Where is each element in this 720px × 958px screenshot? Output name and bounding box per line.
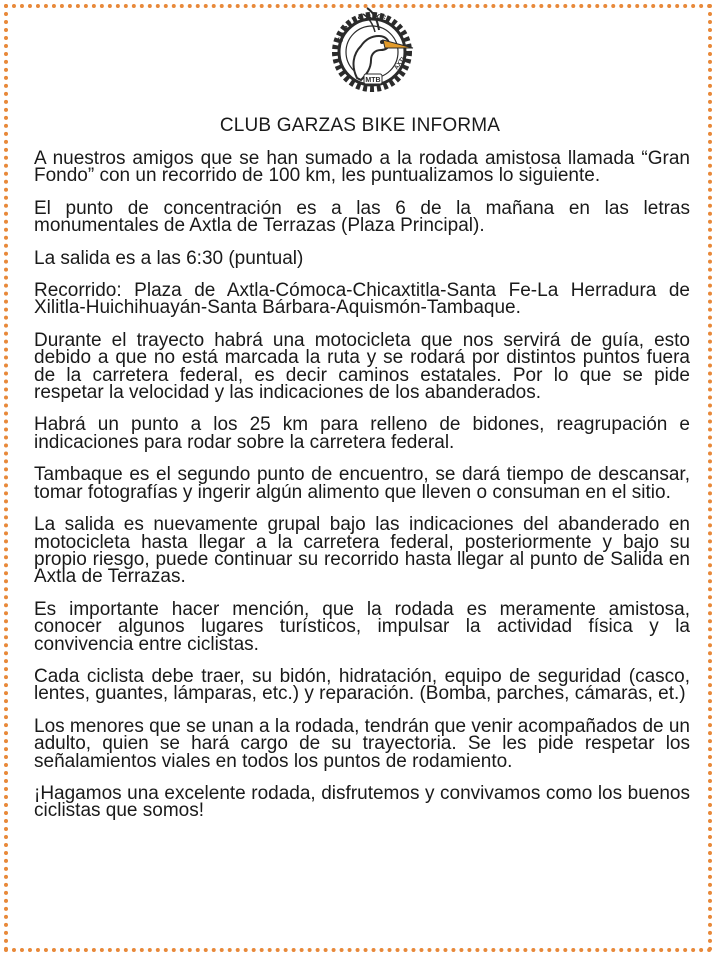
paragraph: A nuestros amigos que se han sumado a la rodada amistosa llamada “Gran Fondo” con un recorrido de 100 km, les puntualizamos lo siguiente. (34, 148, 690, 187)
paragraph: Los menores que se unan a la rodada, tendrán que venir acompañados de un adulto, quien se hará cargo de su trayectoria. Se les pide respetar los señalamientos viales en todos los puntos de rodamiento. (34, 715, 690, 772)
paragraph: Recorrido: Plaza de Axtla-Cómoca-Chicaxtitla-Santa Fe-La Herradura de Xilitla-Huichihuayán-Santa Bárbara-Aquismón-Tambaque. (34, 280, 690, 319)
paragraph: Es importante hacer mención, que la rodada es meramente amistosa, conocer algunos lugares turísticos, impulsar la actividad física y la convivencia entre ciclistas. (34, 598, 690, 655)
garzas-bike-logo (327, 0, 417, 103)
paragraph: ¡Hagamos una excelente rodada, disfrutemos y convivamos como los buenos ciclistas que somos! (34, 782, 690, 822)
paragraph: Cada ciclista debe traer, su bidón, hidratación, equipo de seguridad (casco, lentes, guantes, lámparas, etc.) y reparación. (Bomba, parches, cámaras, et.) (34, 665, 690, 705)
logo-top-text: GARZAS BIKE (334, 12, 388, 45)
logo-badge-text: MTB (365, 77, 381, 84)
paragraph: El punto de concentración es a las 6 de la mañana en las letras monumentales de Axtla de Terrazas (Plaza Principal). (34, 197, 690, 237)
logo-side-text: AXTLA (393, 51, 411, 72)
paragraph: La salida es a las 6:30 (puntual) (34, 247, 304, 269)
paragraph: Tambaque es el segundo punto de encuentro, se dará tiempo de descansar, tomar fotografías y ingerir algún alimento que lleven o consuman en el sitio. (34, 464, 690, 503)
page-title: CLUB GARZAS BIKE INFORMA (219, 115, 501, 136)
paragraph: Habrá un punto a los 25 km para relleno de bidones, reagrupación e indicaciones para rodar sobre la carretera federal. (34, 414, 690, 453)
notice-body (34, 150, 690, 835)
paragraph: Durante el trayecto habrá una motocicleta que nos servirá de guía, esto debido a que no está marcada la ruta y se rodará por distintos puntos fuera de la carretera federal, es decir caminos estatales. Por lo que se pide respetar la velocidad y las indicaciones de los abanderados. (34, 329, 690, 404)
paragraph: La salida es nuevamente grupal bajo las indicaciones del abanderado en motocicleta hasta llegar a la carretera federal, posteriormente y bajo su propio riesgo, puede continuar su recorrido hasta llegar al punto de Salida en Axtla de Terrazas. (34, 514, 690, 588)
